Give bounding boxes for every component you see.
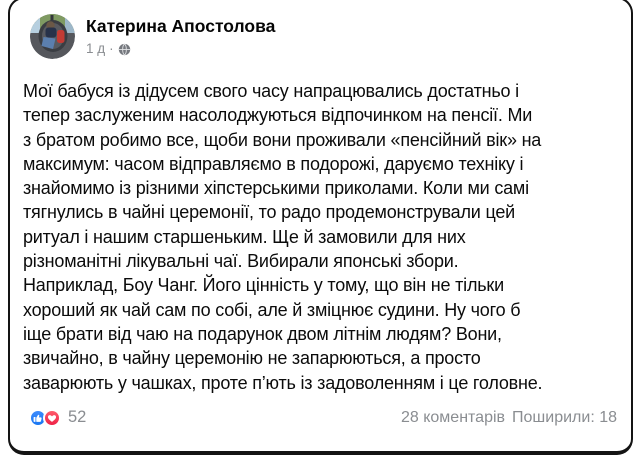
avatar[interactable] [30, 14, 75, 59]
post-text [10, 79, 631, 395]
post-header [10, 0, 631, 59]
heart-icon[interactable] [43, 409, 61, 427]
post-text-line: тепер заслуженим насолоджуються відпочинком на пенсії. Ми [23, 105, 533, 126]
comments-count[interactable]: 28 коментарів [400, 408, 506, 426]
post-text-line: різноманітні лікувальні чаї. Вибирали японські збори. [23, 251, 459, 272]
post-footer [10, 408, 631, 427]
shares-count[interactable]: Поширили: 18 [512, 408, 617, 426]
author-name[interactable]: Катерина Апостолова [86, 16, 276, 36]
globe-icon [118, 43, 131, 56]
header-text [86, 14, 275, 57]
post-text-line: максимум: часом відправляємо в подорожі, даруємо техніку і [23, 153, 524, 174]
avatar-image [30, 14, 75, 59]
post-meta [86, 41, 275, 57]
post-text-line: тягнулись в чайні церемонії, то радо продемонстрували цей [23, 202, 516, 223]
post-stats [401, 409, 617, 427]
reaction-count[interactable]: 52 [68, 408, 87, 426]
post-text-line: Наприклад, Боу Чанг. Його цінність у тому, що він не тільки [23, 275, 504, 296]
facebook-post-card [8, 0, 633, 455]
post-text-line: хороший як чай сам по собі, але й зміцнює судини. Ну чого б [23, 299, 521, 320]
meta-separator: · [109, 41, 114, 56]
reactions-group[interactable] [29, 409, 61, 427]
post-text-line: звичайно, в чайну церемонію не запарюються, а просто [23, 348, 481, 369]
post-text-line: з братом робимо все, щоби вони проживали «пенсійний вік» на [23, 129, 542, 150]
post-text-line: іще брати від чаю на подарунок двом літнім людям? Вони, [23, 323, 502, 344]
post-text-line: знайомимо із різними хіпстерськими приколами. Коли ми самі [23, 178, 529, 199]
post-text-line: ритуал і нашим старшеньким. Ще й замовили для них [23, 226, 466, 247]
post-text-line: Мої бабуся із дідусем свого часу напрацювались достатньо і [23, 81, 519, 101]
timestamp[interactable]: 1 д [86, 41, 106, 56]
post-text-line: заварюють у чашках, проте п’ють із задоволенням і це головне. [23, 372, 543, 393]
